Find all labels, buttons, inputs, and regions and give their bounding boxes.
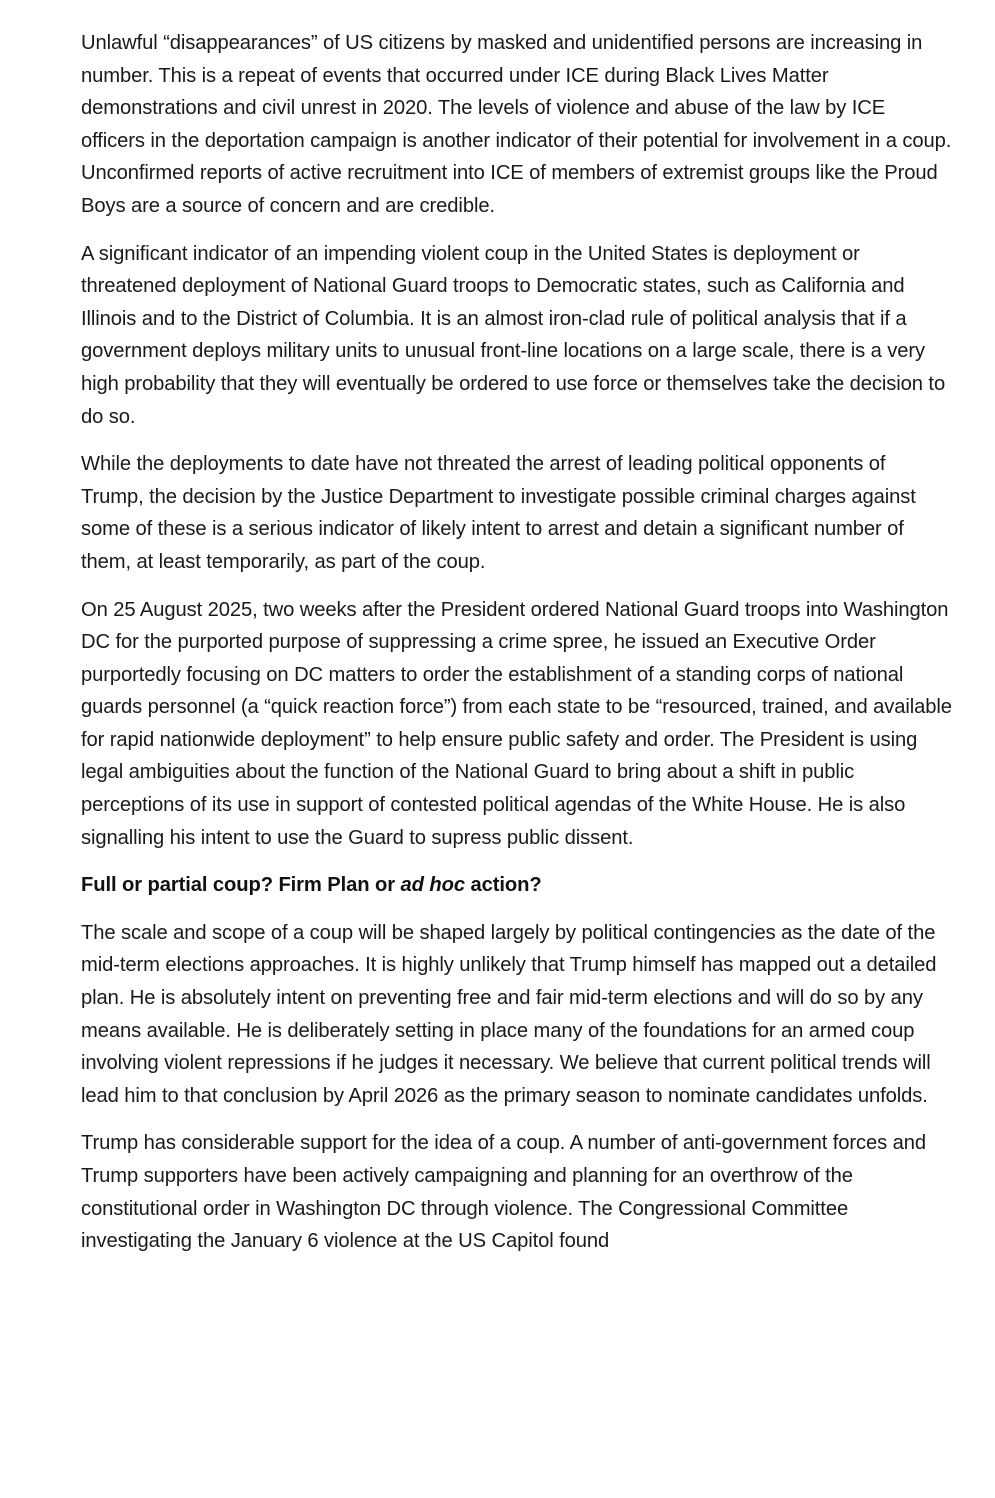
section-heading [81, 869, 953, 902]
paragraph-ice-disappearances: Unlawful “disappearances” of US citizens by masked and unidentified persons are increasing in number. This is a repeat of events that occurred under ICE during Black Lives Matter demonstrations and civil unrest in 2020. The levels of violence and abuse of the law by ICE officers in the deportation campaign is another indicator of their potential for involvement in a coup. Unconfirmed reports of active recruitment into ICE of members of extremist groups like the Proud Boys are a source of concern and are credible. [81, 32, 952, 217]
section-heading-part1: Full or partial coup? Firm Plan or [81, 874, 401, 897]
paragraph-executive-order: On 25 August 2025, two weeks after the President ordered National Guard troops into Washington DC for the purported purpose of suppressing a crime spree, he issued an Executive Order purportedly focusing on DC matters to order the establishment of a standing corps of national guards personnel (a “quick reaction force”) from each state to be “resourced, trained, and available for rapid nationwide deployment” to help ensure public safety and order. The President is using legal ambiguities about the function of the National Guard to bring about a shift in public perceptions of its use in support of contested political agendas of the White House. He is also signalling his intent to use the Guard to supress public dissent. [81, 598, 952, 849]
paragraph-national-guard-deployment: A significant indicator of an impending violent coup in the United States is deployment or threatened deployment of National Guard troops to Democratic states, such as California and Illinois and to the District of Columbia. It is an almost iron-clad rule of political analysis that if a government deploys military units to unusual front-line locations on a large scale, there is a very high probability that they will eventually be ordered to use force or themselves take the decision to do so. [81, 242, 946, 428]
paragraph-coup-support: Trump has considerable support for the idea of a coup. A number of anti-government forces and Trump supporters have been actively campaigning and planning for an overthrow of the constitutional order in Washington DC through violence. The Congressional Committee investigating the January 6 violence at the US Capitol found [81, 1132, 927, 1253]
section-heading-italic: ad hoc [400, 874, 465, 897]
document-body [81, 27, 953, 1273]
paragraph-justice-department: While the deployments to date have not threated the arrest of leading political opponents of Trump, the decision by the Justice Department to investigate possible criminal charges against some of these is a serious indicator of likely intent to arrest and detain a significant number of them, at least temporarily, as part of the coup. [81, 453, 916, 573]
paragraph-coup-scale: The scale and scope of a coup will be shaped largely by political contingencies as the date of the mid-term elections approaches. It is highly unlikely that Trump himself has mapped out a detailed plan. He is absolutely intent on preventing free and fair mid-term elections and will do so by any means available. He is deliberately setting in place many of the foundations for an armed coup involving violent repressions if he judges it necessary. We believe that current political trends will lead him to that conclusion by April 2026 as the primary season to nominate candidates unfolds. [81, 921, 937, 1107]
section-heading-part2: action? [465, 874, 542, 897]
